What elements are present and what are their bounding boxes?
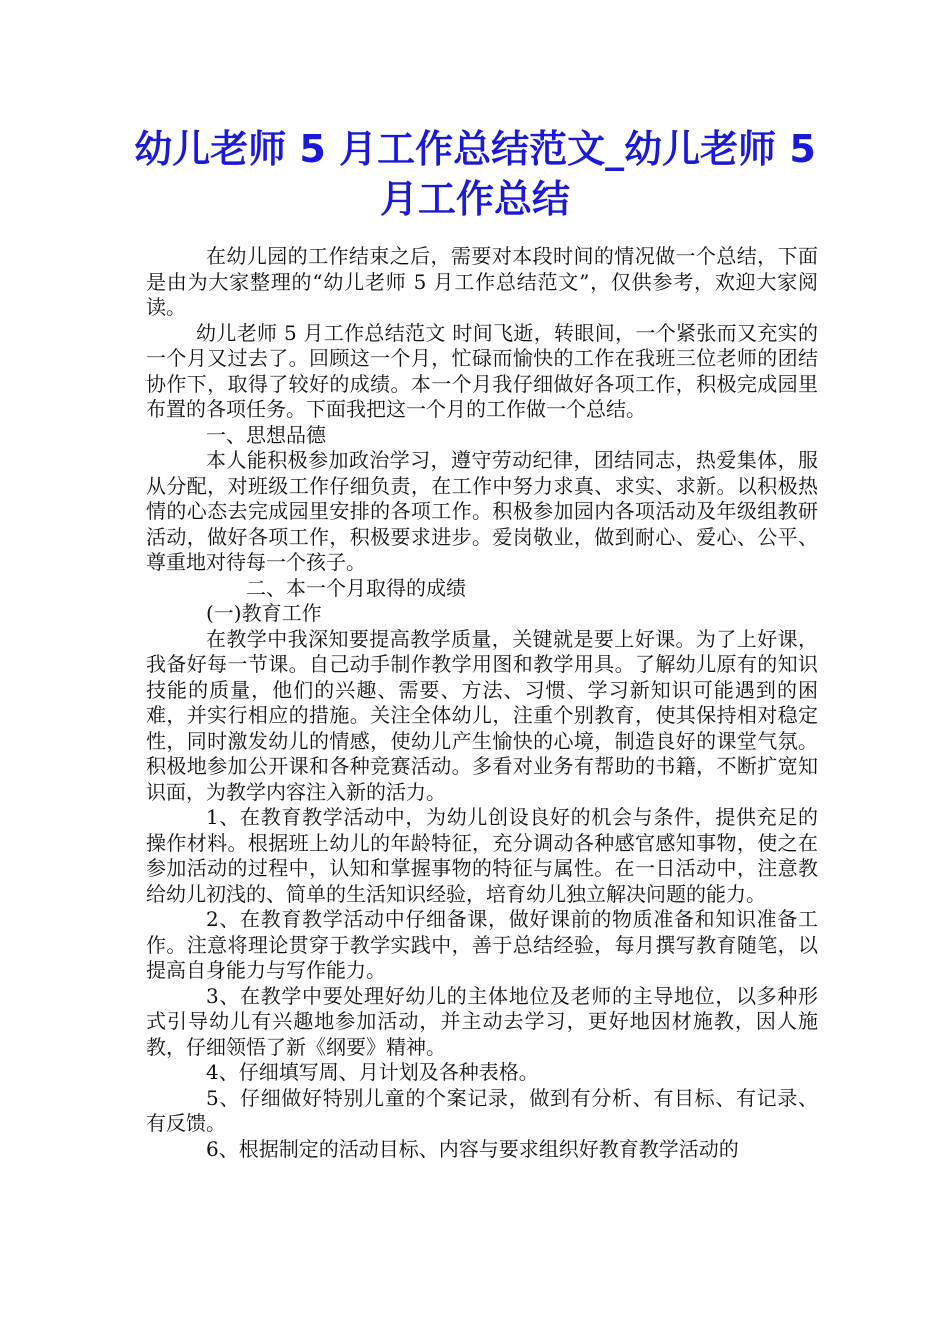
intro-paragraph: 在幼儿园的工作结束之后，需要对本段时间的情况做一个总结，下面是由为大家整理的“幼儿老师 5 月工作总结范文”，仅供参考，欢迎大家阅读。 — [146, 244, 818, 319]
section-1-paragraph: 本人能积极参加政治学习，遵守劳动纪律，团结同志，热爱集体，服从分配，对班级工作仔细负责，在工作中努力求真、求实、求新。以积极热情的心态去完成园里安排的各项工作。积极参加园内各项活动及年级组教研活动，做好各项工作，积极要求进步。爱岗敬业，做到耐心、爱心、公平、尊重地对待每一个孩子。 — [146, 448, 818, 574]
list-item-5: 5、仔细做好特别儿童的个案记录，做到有分析、有目标、有记录、有反馈。 — [146, 1085, 818, 1135]
document-title: 幼儿老师 5 月工作总结范文_幼儿老师 5 月工作总结 — [134, 127, 816, 221]
section-heading-2: 二、本一个月取得的成绩 — [246, 575, 466, 600]
list-item-6: 6、根据制定的活动目标、内容与要求组织好教育教学活动的 — [206, 1136, 739, 1161]
list-item-4: 4、仔细填写周、月计划及各种表格。 — [206, 1060, 539, 1084]
section-heading-1: 一、思想品德 — [206, 422, 326, 447]
list-item-2: 2、在教育教学活动中仔细备课，做好课前的物质准备和知识准备工作。注意将理论贯穿于教学实践中，善于总结经验，每月撰写教育随笔，以提高自身能力与写作能力。 — [146, 907, 818, 982]
summary-paragraph: 幼儿老师 5 月工作总结范文 时间飞逝，转眼间，一个紧张而又充实的一个月又过去了。回顾这一个月，忙碌而愉快的工作在我班三位老师的团结协作下，取得了较好的成绩。本一个月我仔细做好各项工作，积极完成园里布置的各项任务。下面我把这一个月的工作做一个总结。 — [146, 320, 818, 421]
list-item-3: 3、在教学中要处理好幼儿的主体地位及老师的主导地位，以多种形式引导幼儿有兴趣地参加活动，并主动去学习，更好地因材施教，因人施教，仔细领悟了新《纲要》精神。 — [146, 983, 818, 1059]
document-body — [146, 244, 818, 1162]
subsection-heading: (一)教育工作 — [206, 601, 322, 625]
education-paragraph: 在教学中我深知要提高教学质量，关键就是要上好课。为了上好课，我备好每一节课。自己动手制作教学用图和教学用具。了解幼儿原有的知识技能的质量，他们的兴趣、需要、方法、习惯、学习新知识可能遇到的困难，并实行相应的措施。关注全体幼儿，注重个别教育，使其保持相对稳定性，同时激发幼儿的情感，使幼儿产生愉快的心境，制造良好的课堂气氛。积极地参加公开课和各种竞赛活动。多看对业务有帮助的书籍，不断扩宽知识面，为教学内容注入新的活力。 — [146, 626, 818, 804]
list-item-1: 1、在教育教学活动中，为幼儿创设良好的机会与条件，提供充足的操作材料。根据班上幼儿的年龄特征，充分调动各种感官感知事物，使之在参加活动的过程中，认知和掌握事物的特征与属性。在一日活动中，注意教给幼儿初浅的、简单的生活知识经验，培育幼儿独立解决问题的能力。 — [146, 805, 818, 906]
